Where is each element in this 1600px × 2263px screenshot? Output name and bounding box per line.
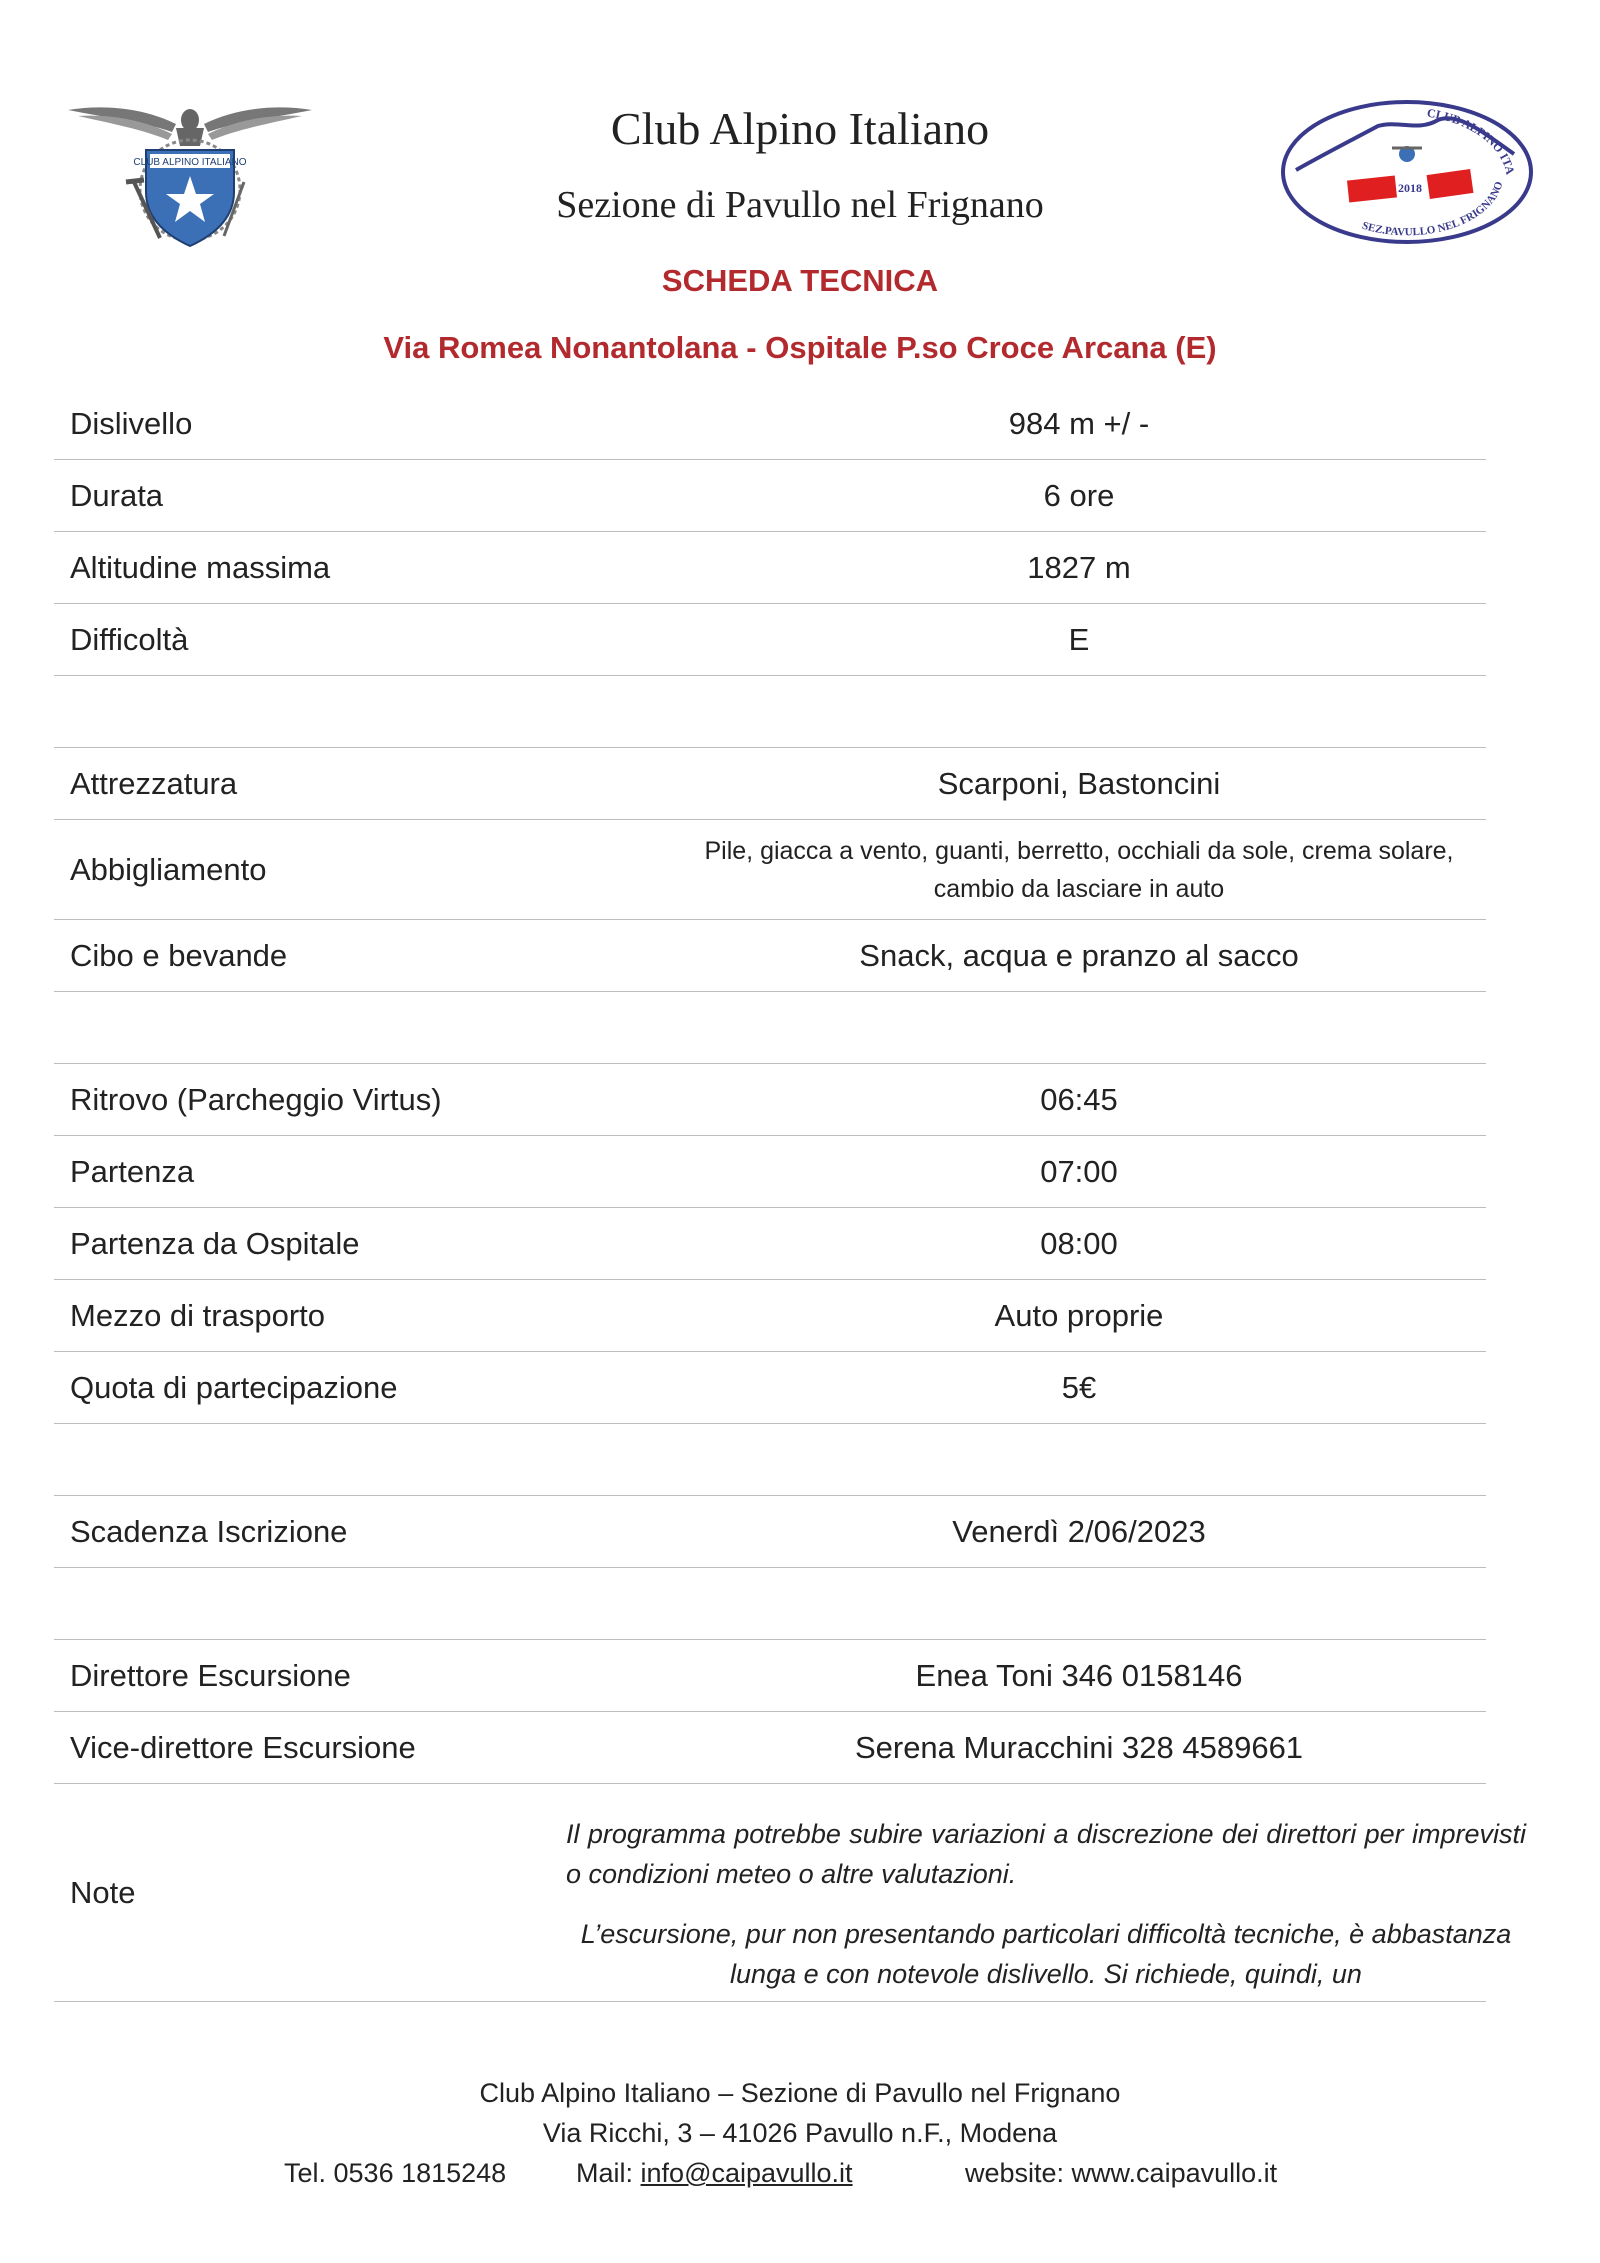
- note-paragraph: L’escursione, pur non presentando particolari difficoltà tecniche, è abbastanza lunga e con notevole dislivello. Si richiede, quindi, un: [580, 1919, 1512, 1989]
- table-row-difficolta: [54, 604, 1486, 676]
- page-subtitle: Sezione di Pavullo nel Frignano: [556, 184, 1044, 226]
- table-row-ritrovo: [54, 1064, 1486, 1136]
- table-row-spacer: [54, 992, 1486, 1064]
- table-row-dislivello: [54, 388, 1486, 460]
- row-label: Durata: [70, 477, 164, 513]
- route-title: Via Romea Nonantolana - Ospitale P.so Croce Arcana (E): [383, 330, 1217, 365]
- table-row-partenza-ospitale: [54, 1208, 1486, 1280]
- row-value-line: cambio da lasciare in auto: [933, 874, 1225, 903]
- table-row-mezzo: [54, 1280, 1486, 1352]
- svg-text:2018: 2018: [1398, 181, 1422, 195]
- table-row-note: [54, 1784, 1526, 2002]
- footer-phone: Tel. 0536 1815248: [284, 2158, 507, 2188]
- table-row-scadenza: [54, 1496, 1486, 1568]
- table-row-vice: [54, 1712, 1486, 1784]
- row-value: 984 m +/ -: [1008, 405, 1150, 441]
- footer-mail: [576, 2158, 853, 2189]
- row-label: Altitudine massima: [70, 549, 331, 585]
- table-row-spacer: [54, 676, 1486, 748]
- row-label: Partenza: [70, 1153, 195, 1189]
- footer-line-organization: Club Alpino Italiano – Sezione di Pavullo nel Frignano: [479, 2078, 1121, 2108]
- row-label: Partenza da Ospitale: [70, 1225, 360, 1261]
- row-value: Serena Muracchini 328 4589661: [854, 1729, 1304, 1765]
- note-paragraph: Il programma potrebbe subire variazioni a discrezione dei direttori per imprevisti o condizioni meteo o altre valutazioni.: [566, 1819, 1526, 1889]
- footer-line-address: Via Ricchi, 3 – 41026 Pavullo n.F., Modena: [542, 2118, 1058, 2148]
- svg-text:CLUB ALPINO ITALIANO: CLUB ALPINO ITALIANO: [133, 157, 247, 168]
- table-row-partenza: [54, 1136, 1486, 1208]
- cai-pavullo-section-badge-icon: [1278, 92, 1536, 252]
- row-label: Quota di partecipazione: [70, 1369, 398, 1405]
- row-value: Auto proprie: [994, 1297, 1164, 1333]
- row-label: Vice-direttore Escursione: [70, 1729, 416, 1765]
- row-value: 6 ore: [1043, 477, 1115, 513]
- page-title: Club Alpino Italiano: [610, 103, 990, 154]
- table-row-spacer: [54, 1568, 1486, 1640]
- row-label: Mezzo di trasporto: [70, 1297, 325, 1333]
- row-label: Dislivello: [70, 405, 193, 441]
- row-label: Note: [70, 1874, 136, 1910]
- row-value: 07:00: [1040, 1153, 1118, 1189]
- row-value: 5€: [1061, 1369, 1097, 1405]
- table-row-durata: [54, 460, 1486, 532]
- row-label: Difficoltà: [70, 621, 189, 657]
- svg-text:SEZ.PAVULLO NEL FRIGNANO: SEZ.PAVULLO NEL FRIGNANO: [1360, 180, 1506, 239]
- row-label: Scadenza Iscrizione: [70, 1513, 348, 1549]
- row-label: Cibo e bevande: [70, 937, 288, 973]
- table-row-direttore: [54, 1640, 1486, 1712]
- note-text: [566, 1814, 1526, 2014]
- technical-sheet-table: [54, 388, 1526, 2002]
- table-row-altitudine: [54, 532, 1486, 604]
- row-label: Attrezzatura: [70, 765, 238, 801]
- row-value: Enea Toni 346 0158146: [915, 1657, 1243, 1693]
- footer-website: website: www.caipavullo.it: [965, 2158, 1278, 2188]
- row-value: 1827 m: [1027, 549, 1131, 585]
- table-row-spacer: [54, 1424, 1486, 1496]
- table-row-quota: [54, 1352, 1486, 1424]
- row-value: [594, 820, 1564, 919]
- footer-mail-label: Mail:: [576, 2158, 634, 2188]
- svg-text:CLUB ALPINO ITALIANO: CLUB ALPINO ITA: [1426, 105, 1518, 176]
- row-value: 08:00: [1040, 1225, 1118, 1261]
- row-label: Direttore Escursione: [70, 1657, 351, 1693]
- footer-mail-link[interactable]: info@caipavullo.it: [640, 2158, 853, 2188]
- table-row-cibo: [54, 920, 1486, 992]
- table-row-attrezzatura: [54, 748, 1486, 820]
- row-label: Ritrovo (Parcheggio Virtus): [70, 1081, 442, 1117]
- row-value: Venerdì 2/06/2023: [952, 1513, 1206, 1549]
- row-value-line: Pile, giacca a vento, guanti, berretto, occhiali da sole, crema solare,: [704, 836, 1454, 865]
- row-label: Abbigliamento: [70, 851, 267, 887]
- row-value: Snack, acqua e pranzo al sacco: [859, 937, 1299, 973]
- row-value: 06:45: [1040, 1081, 1118, 1117]
- row-value: E: [1068, 621, 1090, 657]
- table-row-abbigliamento: [54, 820, 1486, 920]
- row-value: Scarponi, Bastoncini: [937, 765, 1221, 801]
- sheet-heading: SCHEDA TECNICA: [661, 263, 939, 298]
